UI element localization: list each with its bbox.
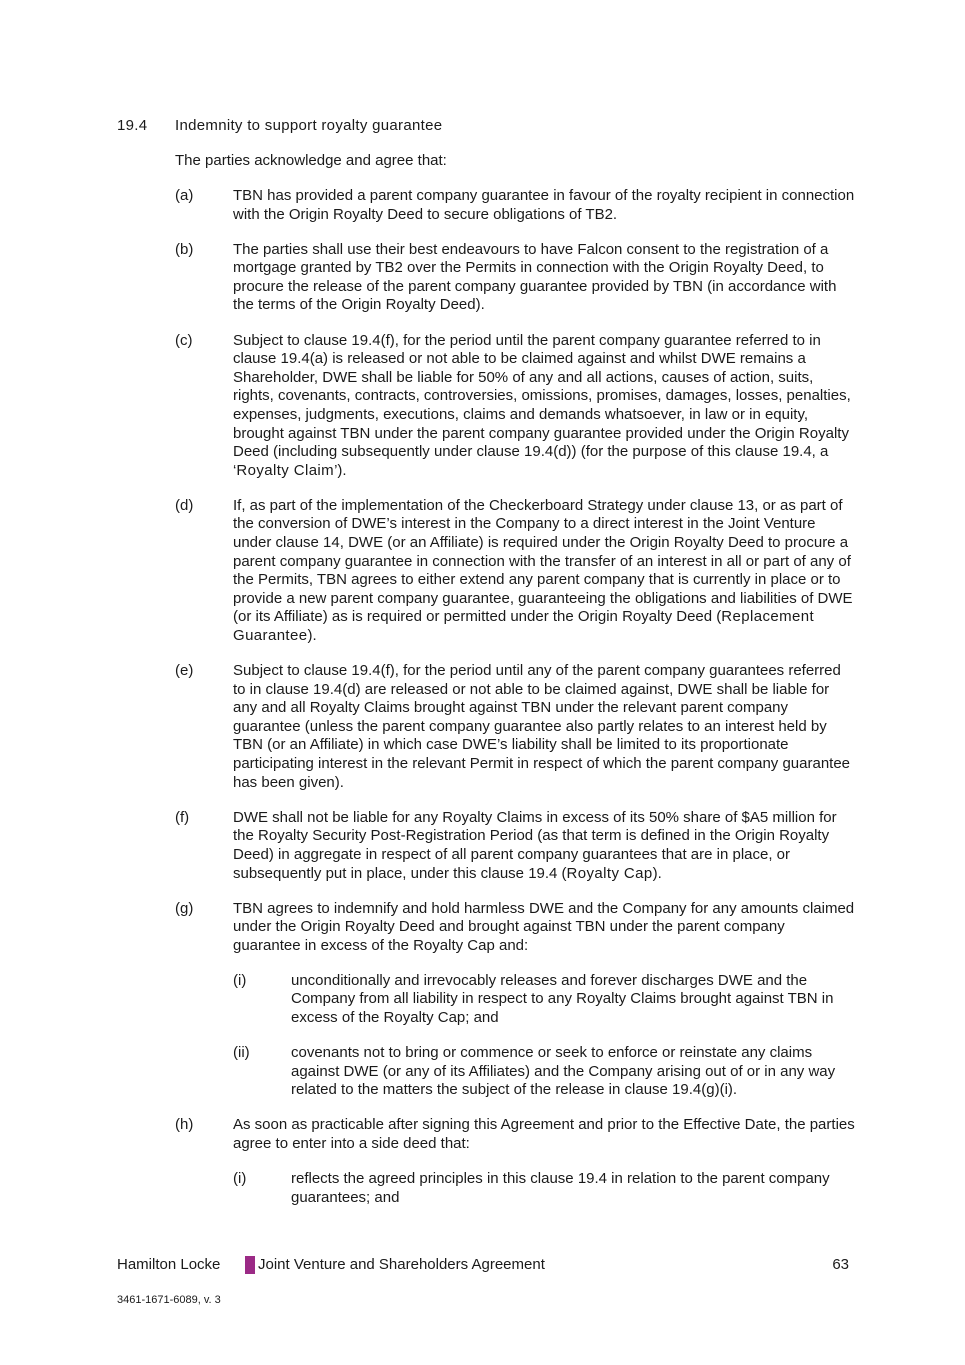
defined-term: Royalty Claim xyxy=(236,461,335,479)
clause-f xyxy=(175,809,855,883)
defined-term: Replacement Guarantee xyxy=(233,608,815,644)
clause-label: (f) xyxy=(175,808,190,826)
defined-term: Royalty Cap xyxy=(566,864,653,882)
clause-text-part: DWE shall not be liable for any Royalty Claims in excess of its 50% share of $A5 million for the Royalty Security Post-Registration Period (as that term is defined in the Origin Royalty Deed) in aggregate in respect of all parent company guarantees that are in place, or subsequently put in place, under this clause 19.4 ( xyxy=(233,808,837,882)
clause-list xyxy=(175,187,855,1224)
subclause-g-ii xyxy=(233,1044,855,1100)
clause-c xyxy=(175,332,855,481)
page-number: 63 xyxy=(832,1256,849,1273)
clause-a xyxy=(175,187,855,224)
section-intro: The parties acknowledge and agree that: xyxy=(175,152,447,169)
clause-label: (c) xyxy=(175,331,193,349)
subclause-label: (i) xyxy=(233,1170,247,1188)
subclause-list xyxy=(233,1170,855,1207)
subclause-text: reflects the agreed principles in this clause 19.4 in relation to the parent company guarantees; and xyxy=(291,1170,830,1206)
clause-label: (h) xyxy=(175,1116,194,1134)
clause-text: Subject to clause 19.4(f), for the period until any of the parent company guarantees referred to in clause 19.4(d) are released or not able to be claimed against, DWE shall be liable for any and all Royalty Claims brought against TBN under the relevant parent company guarantee (unless the parent company guarantee also partly relates to an interest held by TBN (or an Affiliate) in which case DWE’s liability shall be limited to its proportionate participating interest in the relevant Permit in respect of which the parent company guarantee has been given). xyxy=(233,662,851,791)
clause-label: (g) xyxy=(175,899,194,917)
subclause-list xyxy=(233,972,855,1100)
clause-text: TBN has provided a parent company guarantee in favour of the royalty recipient in connection with the Origin Royalty Deed to secure obligations of TB2. xyxy=(233,187,855,223)
subclause-g-i xyxy=(233,972,855,1028)
clause-text-part: ). xyxy=(652,864,662,882)
clause-d xyxy=(175,497,855,646)
clause-text-part: If, as part of the implementation of the Checkerboard Strategy under clause 13, or as part of the conversion of DWE’s interest in the Company to a direct interest in the Joint Venture under clause 14, DWE (or an Affiliate) is required under the Origin Royalty Deed to procure a parent company guarantee in connection with the transfer of an interest in all or part of any of the Permits, TBN agrees to either extend any parent company that is currently in place or to provide a new parent company guarantee, guaranteeing the obligations and liabilities of DWE (or its Affiliate) as is required or permitted under the Origin Royalty Deed ( xyxy=(233,496,853,626)
clause-text: TBN agrees to indemnify and hold harmless DWE and the Company for any amounts claimed under the Origin Royalty Deed and brought against TBN under the parent company guarantee in excess of the Royalty Cap and: xyxy=(233,899,855,954)
firm-name: Hamilton Locke xyxy=(117,1256,221,1273)
clause-label: (a) xyxy=(175,187,194,204)
clause-label: (d) xyxy=(175,496,194,514)
subclause-h-i xyxy=(233,1170,855,1207)
clause-h xyxy=(175,1116,855,1207)
clause-text xyxy=(233,332,855,481)
clause-text: The parties shall use their best endeavours to have Falcon consent to the registration of a mortgage granted by TB2 over the Permits in connection with the Origin Royalty Deed, to procure the release of the parent company guarantee provided by TBN (in accordance with the terms of the Origin Royalty Deed). xyxy=(233,240,837,314)
document-title: Joint Venture and Shareholders Agreement xyxy=(258,1256,545,1273)
clause-text xyxy=(233,497,855,646)
clause-text-part: ). xyxy=(307,626,317,644)
document-reference: 3461-1671-6089, v. 3 xyxy=(117,1294,221,1306)
section-number: 19.4 xyxy=(117,117,148,134)
clause-text-part: ’). xyxy=(334,461,347,479)
clause-e xyxy=(175,662,855,792)
page-footer xyxy=(117,1256,849,1276)
clause-text-part: Subject to clause 19.4(f), for the period until the parent company guarantee referred to in clause 19.4(a) is released or not able to be claimed against and whilst DWE remains a Shareholder, DWE shall be liable for 50% of any and all actions, causes of action, suits, rights, covenants, contracts, controversies, omissions, promises, damages, losses, penalties, expenses, judgments, executions, claims and demands whatsoever, in law or in equity, brought against TBN under the parent company guarantee provided under the Origin Royalty Deed (including subsequently under clause 19.4(d)) (for the purpose of this clause 19.4, a ‘ xyxy=(233,331,851,479)
accent-bar xyxy=(245,1256,255,1274)
subclause-label: (ii) xyxy=(233,1044,250,1062)
clause-label: (e) xyxy=(175,662,194,680)
subclause-text: unconditionally and irrevocably releases and forever discharges DWE and the Company from all liability in respect to any Royalty Claims brought against TBN in excess of the Royalty Cap; and xyxy=(291,971,834,1027)
clause-g xyxy=(175,900,855,1100)
clause-text: As soon as practicable after signing this Agreement and prior to the Effective Date, the parties agree to enter into a side deed that: xyxy=(233,1116,855,1153)
clause-label: (b) xyxy=(175,240,194,258)
subclause-label: (i) xyxy=(233,971,247,989)
subclause-text: covenants not to bring or commence or seek to enforce or reinstate any claims against DWE (or any of its Affiliates) and the Company arising out of or in any way related to the matters the subject of the release in clause 19.4(g)(i). xyxy=(291,1044,836,1099)
clause-text xyxy=(233,809,855,883)
section-title: Indemnity to support royalty guarantee xyxy=(175,117,443,134)
clause-b xyxy=(175,241,855,315)
